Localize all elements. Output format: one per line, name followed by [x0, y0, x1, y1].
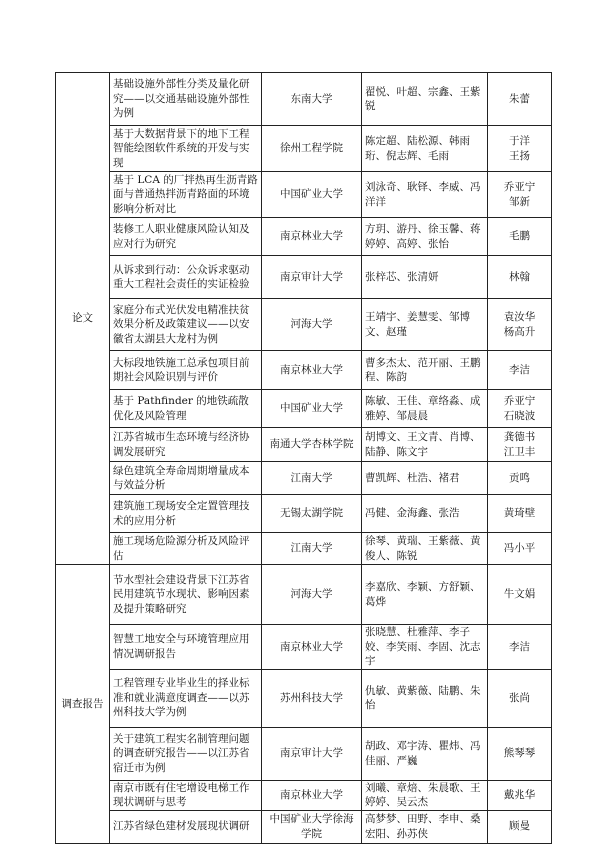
advisor-name: 黄琦壁	[503, 507, 536, 520]
advisor-name: 张尚	[509, 691, 530, 704]
authors: 胡博文、王文青、肖博、陆静、陈文宇	[362, 428, 488, 462]
table-row	[56, 533, 552, 565]
institution: 徐州工程学院	[262, 126, 362, 172]
category-label: 论文	[56, 73, 110, 565]
paper-title: 从诉求到行动：公众诉求驱动重大工程社会责任的实证检验	[110, 256, 262, 299]
table-body	[56, 73, 552, 844]
table-row	[56, 256, 552, 299]
table-row	[56, 126, 552, 172]
paper-title: 装修工人职业健康风险认知及应对行为研究	[110, 218, 262, 256]
advisors	[488, 625, 552, 670]
advisors	[488, 533, 552, 565]
advisors	[488, 780, 552, 810]
table-row	[56, 669, 552, 727]
advisor-name: 杨高升	[503, 325, 536, 338]
advisors	[488, 565, 552, 625]
authors: 曹多杰太、范开丽、王鹏程、陈韵	[362, 351, 488, 390]
table-row	[56, 172, 552, 218]
advisors	[488, 390, 552, 428]
advisors	[488, 73, 552, 126]
advisor-name: 邹新	[509, 195, 530, 208]
paper-title: 江苏省城市生态环境与经济协调发展研究	[110, 428, 262, 462]
paper-title: 南京市既有住宅增设电梯工作现状调研与思考	[110, 780, 262, 810]
advisor-name: 于洋	[509, 135, 530, 147]
institution: 河海大学	[262, 565, 362, 625]
paper-title: 基于 LCA 的厂拌热再生沥青路面与普通热拌沥青路面的环境影响分析对比	[110, 172, 262, 218]
paper-title: 基础设施外部性分类及量化研究——以交通基础设施外部性为例	[110, 73, 262, 126]
table-row	[56, 495, 552, 533]
table-row	[56, 73, 552, 126]
table-row	[56, 780, 552, 810]
paper-title: 家庭分布式光伏发电精准扶贫效果分析及政策建议——以安徽省太湖县大龙村为例	[110, 299, 262, 351]
table-row	[56, 299, 552, 351]
advisors	[488, 126, 552, 172]
table-row	[56, 390, 552, 428]
advisor-name: 朱蕾	[509, 92, 530, 105]
institution: 中国矿业大学徐海学院	[262, 810, 362, 843]
paper-title: 江苏省绿色建材发展现状调研	[110, 810, 262, 843]
paper-title: 基于 Pathfinder 的地铁疏散优化及风险管理	[110, 390, 262, 428]
advisor-name: 王扬	[509, 149, 530, 162]
institution: 东南大学	[262, 73, 362, 126]
institution: 中国矿业大学	[262, 172, 362, 218]
authors: 仇敏、黄紫薇、陆鹏、朱怡	[362, 669, 488, 727]
advisor-name: 袁汝华	[503, 311, 536, 323]
authors: 王靖宇、姜慧雯、邹博文、赵瑾	[362, 299, 488, 351]
advisors	[488, 810, 552, 843]
advisors	[488, 669, 552, 727]
paper-title: 施工现场危险源分析及风险评估	[110, 533, 262, 565]
advisors	[488, 256, 552, 299]
advisors	[488, 172, 552, 218]
institution: 苏州科技大学	[262, 669, 362, 727]
authors: 方玥、游丹、徐玉馨、蒋婷婷、高婷、张怡	[362, 218, 488, 256]
advisor-name: 李洁	[509, 640, 530, 653]
awards-table	[55, 72, 552, 844]
paper-title: 节水型社会建设背景下江苏省民用建筑节水现状、影响因素及提升策略研究	[110, 565, 262, 625]
advisors	[488, 428, 552, 462]
advisor-name: 龚德书	[503, 431, 536, 443]
institution: 南京林业大学	[262, 351, 362, 390]
advisor-name: 石晓波	[503, 409, 536, 422]
table-row	[56, 218, 552, 256]
advisors	[488, 351, 552, 390]
table-row	[56, 727, 552, 780]
authors: 徐琴、黄瑞、王紫薇、黄俊人、陈锐	[362, 533, 488, 565]
authors: 曹凯辉、杜浩、褚君	[362, 462, 488, 495]
institution: 南通大学杏林学院	[262, 428, 362, 462]
institution: 江南大学	[262, 462, 362, 495]
advisor-name: 牛文娟	[503, 588, 536, 601]
authors: 胡政、邓宇涛、瞿炜、冯佳丽、严巍	[362, 727, 488, 780]
table-row	[56, 428, 552, 462]
advisor-name: 江卫丰	[503, 445, 536, 458]
authors: 张晓慧、杜雅萍、李子姣、李笑雨、李固、沈志宇	[362, 625, 488, 670]
advisors	[488, 299, 552, 351]
category-label: 调查报告	[56, 565, 110, 844]
paper-title: 基于大数据背景下的地下工程智能绘图软件系统的开发与实现	[110, 126, 262, 172]
paper-title: 绿色建筑全寿命周期增量成本与效益分析	[110, 462, 262, 495]
advisors	[488, 727, 552, 780]
institution: 南京审计大学	[262, 727, 362, 780]
paper-title: 工程管理专业毕业生的择业标准和就业满意度调查——以苏州科技大学为例	[110, 669, 262, 727]
advisors	[488, 495, 552, 533]
institution: 无锡太湖学院	[262, 495, 362, 533]
table-row	[56, 462, 552, 495]
paper-title: 大标段地铁施工总承包项目前期社会风险识别与评价	[110, 351, 262, 390]
advisor-name: 顾曼	[509, 820, 530, 833]
authors: 张梓芯、张清妍	[362, 256, 488, 299]
advisor-name: 林翰	[509, 270, 530, 283]
institution: 南京审计大学	[262, 256, 362, 299]
authors: 陈敏、王佳、章络淼、成雅婷、邹晨晨	[362, 390, 488, 428]
institution: 中国矿业大学	[262, 390, 362, 428]
authors: 李嘉欣、李颖、方舒颖、葛烨	[362, 565, 488, 625]
institution: 南京林业大学	[262, 625, 362, 670]
advisor-name: 毛鹏	[509, 230, 530, 243]
paper-title: 关于建筑工程实名制管理问题的调查研究报告——以江苏省宿迁市为例	[110, 727, 262, 780]
paper-title: 建筑施工现场安全定置管理技术的应用分析	[110, 495, 262, 533]
advisor-name: 贡鸣	[509, 471, 530, 484]
institution: 南京林业大学	[262, 218, 362, 256]
advisor-name: 乔亚宁	[503, 395, 536, 407]
authors: 翟悦、叶超、宗鑫、王紫锐	[362, 73, 488, 126]
institution: 南京林业大学	[262, 780, 362, 810]
institution: 河海大学	[262, 299, 362, 351]
table-row	[56, 565, 552, 625]
table-row	[56, 810, 552, 843]
institution: 江南大学	[262, 533, 362, 565]
advisors	[488, 218, 552, 256]
authors: 刘泳奇、耿铎、李威、冯洋洋	[362, 172, 488, 218]
advisor-name: 乔亚宁	[503, 181, 536, 193]
advisors	[488, 462, 552, 495]
advisor-name: 戴兆华	[503, 788, 536, 801]
authors: 陈定超、陆松源、韩雨珩、倪志辉、毛雨	[362, 126, 488, 172]
advisor-name: 熊琴琴	[503, 747, 536, 760]
authors: 高梦梦、田野、李申、桑宏阳、孙苏侠	[362, 810, 488, 843]
advisor-name: 冯小平	[503, 542, 536, 555]
table-row	[56, 351, 552, 390]
table-row	[56, 625, 552, 670]
paper-title: 智慧工地安全与环境管理应用情况调研报告	[110, 625, 262, 670]
advisor-name: 李洁	[509, 363, 530, 376]
authors: 冯健、金海鑫、张浩	[362, 495, 488, 533]
authors: 刘曦、章焙、朱晨歌、王婷婷、吴云杰	[362, 780, 488, 810]
